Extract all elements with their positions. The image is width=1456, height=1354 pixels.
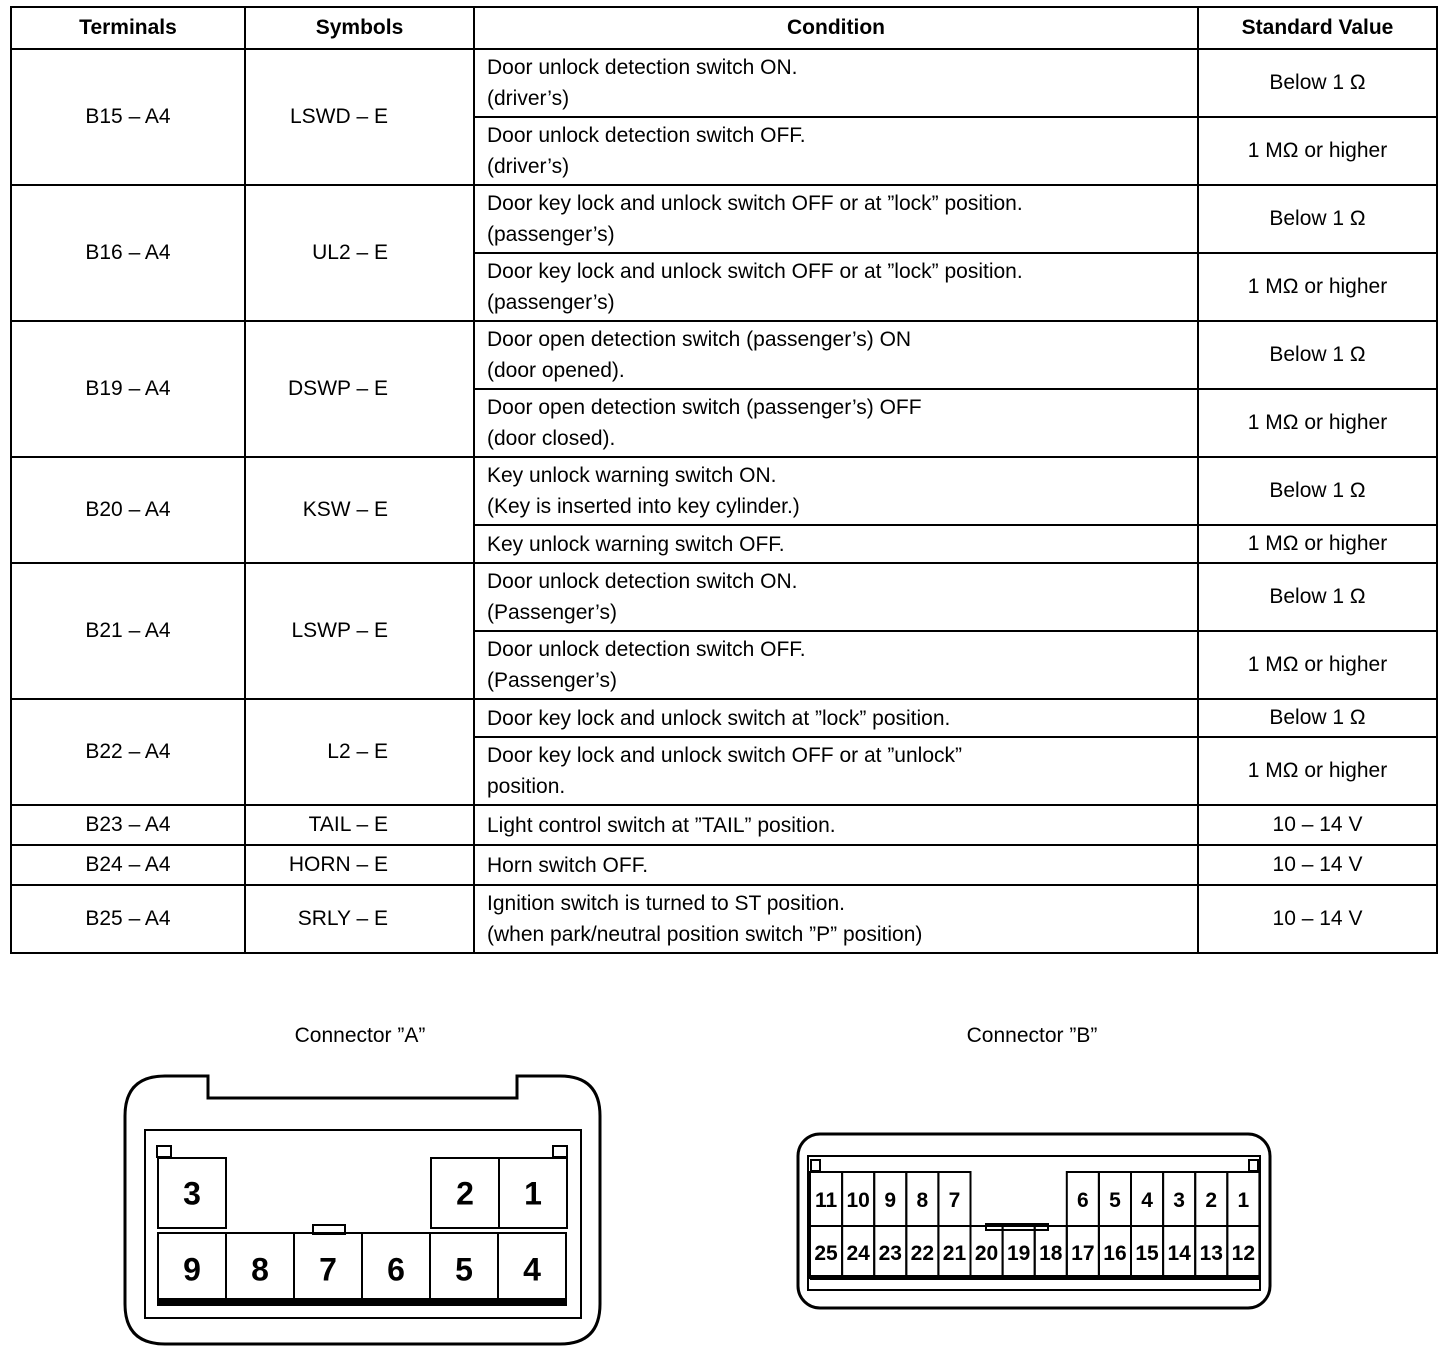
connector-b-pin-2: 2 bbox=[1205, 1189, 1218, 1212]
terminals-cell: B20 – A4 bbox=[11, 457, 245, 563]
connector-b-pin-6: 6 bbox=[1077, 1189, 1089, 1212]
connector-a-pin-2: 2 bbox=[456, 1175, 474, 1212]
connector-b-pin-23: 23 bbox=[878, 1242, 902, 1265]
header-symbols: Symbols bbox=[245, 7, 474, 49]
connector-b-pins bbox=[810, 1172, 1259, 1280]
terminals-cell: B16 – A4 bbox=[11, 185, 245, 321]
condition-line: Door key lock and unlock switch OFF or at ”unlock” bbox=[487, 744, 963, 767]
terminals-cell: B23 – A4 bbox=[11, 805, 245, 845]
condition-line: (passenger’s) bbox=[487, 291, 615, 314]
terminals-cell: B15 – A4 bbox=[11, 49, 245, 185]
connector-b-pin-21: 21 bbox=[942, 1242, 967, 1265]
connector-b-pin-16: 16 bbox=[1103, 1242, 1127, 1265]
condition-line: (driver’s) bbox=[487, 87, 570, 110]
standard-value-cell: 1 MΩ or higher bbox=[1198, 389, 1437, 457]
condition-line: Door open detection switch (passenger’s) ON bbox=[487, 328, 912, 351]
connector-b-pin-18: 18 bbox=[1039, 1242, 1063, 1265]
connector-b-pin-13: 13 bbox=[1199, 1242, 1223, 1265]
condition-line: (when park/neutral position switch ”P” position) bbox=[487, 923, 923, 946]
connector-b-pin-14: 14 bbox=[1167, 1242, 1191, 1265]
connector-b-pin-22: 22 bbox=[910, 1242, 935, 1265]
symbol-cell: TAIL – E bbox=[245, 805, 474, 845]
condition-line: Door key lock and unlock switch at ”lock” position. bbox=[487, 706, 951, 730]
standard-value-cell: Below 1 Ω bbox=[1198, 457, 1437, 525]
connector-a-pins bbox=[158, 1158, 567, 1305]
standard-value-cell: 10 – 14 V bbox=[1198, 845, 1437, 885]
connector-b-pin-19: 19 bbox=[1006, 1242, 1031, 1265]
standard-value-cell: 1 MΩ or higher bbox=[1198, 737, 1437, 805]
symbol-cell: LSWD – E bbox=[245, 49, 474, 185]
connector-b-housing bbox=[798, 1134, 1270, 1308]
standard-value-cell: 10 – 14 V bbox=[1198, 805, 1437, 845]
condition-line: (Passenger’s) bbox=[487, 601, 617, 624]
header-terminals: Terminals bbox=[11, 7, 245, 49]
terminals-cell: B21 – A4 bbox=[11, 563, 245, 699]
standard-value-cell: 1 MΩ or higher bbox=[1198, 631, 1437, 699]
header-standard-value: Standard Value bbox=[1198, 7, 1437, 49]
standard-value-cell: 10 – 14 V bbox=[1198, 885, 1437, 953]
symbol-cell: KSW – E bbox=[245, 457, 474, 563]
condition-line: Door key lock and unlock switch OFF or at ”lock” position. bbox=[487, 192, 1023, 215]
connector-a-latch-left bbox=[157, 1146, 171, 1157]
connector-a-pin-6: 6 bbox=[387, 1251, 405, 1288]
condition-line: (door closed). bbox=[487, 427, 616, 450]
connector-a-label: Connector ”A” bbox=[294, 1024, 426, 1047]
connector-b-latch-left bbox=[811, 1160, 820, 1171]
condition-line: Door unlock detection switch OFF. bbox=[487, 638, 806, 661]
connector-b-pin-24: 24 bbox=[846, 1242, 870, 1265]
connector-b-pin-9: 9 bbox=[884, 1189, 897, 1212]
connector-b-pin-25: 25 bbox=[814, 1242, 838, 1265]
connector-a-base bbox=[158, 1298, 567, 1304]
standard-value-cell: Below 1 Ω bbox=[1198, 699, 1437, 737]
connector-a-pin-9: 9 bbox=[183, 1251, 201, 1288]
condition-line: Key unlock warning switch OFF. bbox=[487, 532, 785, 556]
standard-value-cell: 1 MΩ or higher bbox=[1198, 525, 1437, 563]
condition-line: (passenger’s) bbox=[487, 223, 615, 246]
connector-a-pin-5: 5 bbox=[455, 1251, 473, 1288]
connector-b-pin-15: 15 bbox=[1135, 1242, 1159, 1265]
terminals-cell: B25 – A4 bbox=[11, 885, 245, 953]
connector-b-pin-4: 4 bbox=[1141, 1189, 1153, 1212]
connector-b-pin-20: 20 bbox=[974, 1242, 999, 1265]
condition-line: position. bbox=[487, 775, 566, 798]
condition-line: Key unlock warning switch ON. bbox=[487, 464, 777, 487]
connector-a-pin-4: 4 bbox=[523, 1251, 541, 1288]
connector-a-pin-3: 3 bbox=[183, 1175, 201, 1212]
connector-b-label: Connector ”B” bbox=[966, 1024, 1098, 1047]
connector-a-pin-1: 1 bbox=[524, 1175, 542, 1212]
standard-value-cell: Below 1 Ω bbox=[1198, 321, 1437, 389]
condition-line: Ignition switch is turned to ST position. bbox=[487, 892, 845, 915]
connector-b-pin-7: 7 bbox=[948, 1189, 961, 1212]
standard-value-cell: 1 MΩ or higher bbox=[1198, 117, 1437, 185]
condition-line: Door unlock detection switch ON. bbox=[487, 570, 798, 593]
connector-b-pin-1: 1 bbox=[1237, 1189, 1250, 1212]
condition-line: Door key lock and unlock switch OFF or at ”lock” position. bbox=[487, 260, 1023, 283]
condition-line: Horn switch OFF. bbox=[487, 853, 649, 877]
terminals-cell: B24 – A4 bbox=[11, 845, 245, 885]
symbol-cell: DSWP – E bbox=[245, 321, 474, 457]
connector-b-base bbox=[810, 1275, 1259, 1280]
connector-b-pin-5: 5 bbox=[1109, 1189, 1121, 1212]
symbol-cell: SRLY – E bbox=[245, 885, 474, 953]
connector-a-latch-right bbox=[553, 1146, 567, 1157]
terminals-cell: B19 – A4 bbox=[11, 321, 245, 457]
standard-value-cell: Below 1 Ω bbox=[1198, 185, 1437, 253]
connector-b-pin-12: 12 bbox=[1231, 1242, 1256, 1265]
symbol-cell: LSWP – E bbox=[245, 563, 474, 699]
condition-line: (Passenger’s) bbox=[487, 669, 617, 692]
connector-b-pin-11: 11 bbox=[814, 1189, 838, 1212]
terminals-cell: B22 – A4 bbox=[11, 699, 245, 805]
connector-b-pin-17: 17 bbox=[1071, 1242, 1095, 1265]
symbol-cell: L2 – E bbox=[245, 699, 474, 805]
connector-b-pin-3: 3 bbox=[1173, 1189, 1185, 1212]
condition-line: Door unlock detection switch ON. bbox=[487, 56, 798, 79]
condition-line: Door open detection switch (passenger’s) OFF bbox=[487, 396, 922, 419]
condition-line: (driver’s) bbox=[487, 155, 570, 178]
symbol-cell: HORN – E bbox=[245, 845, 474, 885]
connector-a-pin-8: 8 bbox=[251, 1251, 269, 1288]
connector-a-pin-7: 7 bbox=[319, 1251, 337, 1288]
connector-b-pin-10: 10 bbox=[846, 1189, 870, 1212]
condition-line: (door opened). bbox=[487, 359, 625, 382]
symbol-cell: UL2 – E bbox=[245, 185, 474, 321]
connector-b-pin-8: 8 bbox=[916, 1189, 929, 1212]
condition-line: Light control switch at ”TAIL” position. bbox=[487, 813, 836, 837]
connector-b-latch-right bbox=[1249, 1160, 1258, 1171]
standard-value-cell: Below 1 Ω bbox=[1198, 49, 1437, 117]
standard-value-cell: 1 MΩ or higher bbox=[1198, 253, 1437, 321]
standard-value-cell: Below 1 Ω bbox=[1198, 563, 1437, 631]
condition-line: Door unlock detection switch OFF. bbox=[487, 124, 806, 147]
header-condition: Condition bbox=[474, 7, 1198, 49]
condition-line: (Key is inserted into key cylinder.) bbox=[487, 495, 800, 518]
